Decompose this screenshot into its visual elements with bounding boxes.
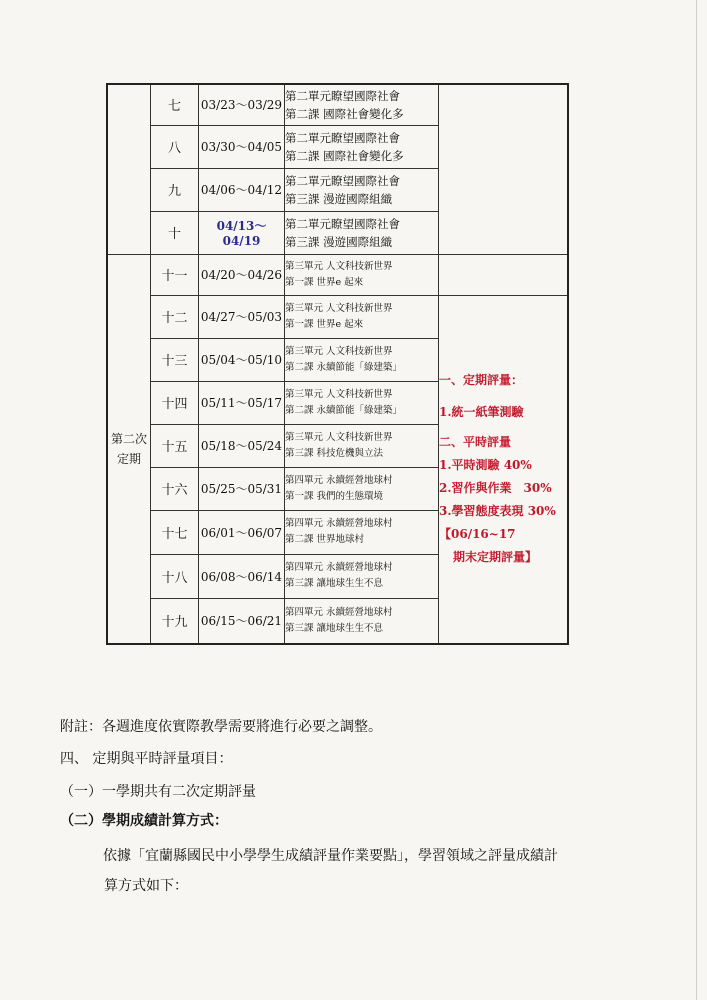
list-item-1: （一）一學期共有二次定期評量 — [60, 784, 256, 800]
unit-line: 第四單元 永續經營地球村 — [285, 606, 393, 618]
date-cell: 05/25～05/31 — [199, 467, 285, 510]
content-cell — [285, 211, 439, 254]
footnote: 附註：各週進度依實際教學需要將進行必要之調整。 — [60, 719, 382, 735]
paragraph-line-1: 依據「宜蘭縣國民中小學學生成績評量作業要點」，學習領域之評量成績計 — [103, 848, 558, 864]
content-cell — [285, 84, 439, 125]
unit-line: 第二單元瞭望國際社會 — [285, 173, 400, 188]
eval-cell-first — [439, 84, 569, 254]
week-cell: 十一 — [151, 254, 199, 295]
period-cell-first — [107, 84, 151, 254]
content-cell — [285, 125, 439, 168]
lesson-line: 第二課 永續節能「綠建築」 — [285, 404, 403, 416]
eval-item-homework: 2.習作與作業 30% — [439, 481, 552, 496]
list-item-2: （二）學期成績計算方式： — [60, 813, 228, 829]
date-cell: 04/27～05/03 — [199, 295, 285, 338]
week-cell: 十八 — [151, 554, 199, 598]
paragraph-line-2: 算方式如下： — [104, 878, 188, 894]
unit-line: 第三單元 人文科技新世界 — [285, 431, 393, 443]
date-cell: 04/20～04/26 — [199, 254, 285, 295]
content-cell — [285, 424, 439, 467]
eval-heading-regular-exam: 一、定期評量： — [439, 373, 524, 388]
eval-item-written-test: 1.統一紙筆測驗 — [439, 405, 524, 420]
date-cell: 03/30～04/05 — [199, 125, 285, 168]
week-cell: 八 — [151, 125, 199, 168]
lesson-line: 第三課 科技危機與立法 — [285, 447, 384, 459]
page-edge — [696, 0, 697, 1000]
lesson-line: 第二課 國際社會變化多 — [285, 106, 404, 121]
content-cell — [285, 295, 439, 338]
lesson-line: 第三課 漫遊國際組織 — [285, 234, 393, 249]
unit-line: 第四單元 永續經營地球村 — [285, 562, 393, 573]
unit-line: 第二單元瞭望國際社會 — [285, 88, 400, 103]
table-row — [107, 84, 568, 125]
period-cell-second — [107, 254, 151, 644]
section-heading: 四、 定期與平時評量項目： — [60, 751, 233, 767]
content-cell — [285, 598, 439, 644]
unit-line: 第三單元 人文科技新世界 — [285, 388, 393, 400]
period-label-line1: 第二次 — [110, 431, 147, 446]
date-cell-highlighted: 04/13～04/19 — [199, 211, 285, 254]
unit-line: 第四單元 永續經營地球村 — [285, 518, 393, 529]
week-cell: 十九 — [151, 598, 199, 644]
date-cell: 04/06～04/12 — [199, 168, 285, 211]
lesson-line: 第一課 世界e 起來 — [285, 276, 364, 288]
lesson-line: 第三課 漫遊國際組織 — [285, 191, 393, 206]
eval-item-attitude: 3.學習態度表現 30% — [439, 504, 556, 519]
date-cell: 03/23～03/29 — [199, 84, 285, 125]
lesson-line: 第二課 永續節能「綠建築」 — [285, 361, 403, 373]
unit-line: 第四單元 永續經營地球村 — [285, 474, 393, 486]
unit-line: 第三單元 人文科技新世界 — [285, 345, 393, 357]
table-row — [107, 254, 568, 295]
content-cell — [285, 381, 439, 424]
content-cell — [285, 254, 439, 295]
content-cell — [285, 510, 439, 554]
week-cell: 七 — [151, 84, 199, 125]
final-exam-label: 期末定期評量】 — [453, 550, 538, 565]
content-cell — [285, 467, 439, 510]
week-cell: 十 — [151, 211, 199, 254]
lesson-line: 第一課 我們的生態環境 — [285, 490, 384, 502]
eval-cell-empty — [439, 254, 569, 295]
week-cell: 十六 — [151, 467, 199, 510]
date-cell: 05/11～05/17 — [199, 381, 285, 424]
date-cell: 06/01～06/07 — [199, 510, 285, 554]
lesson-line: 第二課 國際社會變化多 — [285, 148, 404, 163]
lesson-line: 第三課 讓地球生生不息 — [285, 622, 384, 634]
content-cell — [285, 554, 439, 598]
date-cell: 06/08～06/14 — [199, 554, 285, 598]
week-cell: 十五 — [151, 424, 199, 467]
week-cell: 十二 — [151, 295, 199, 338]
content-cell — [285, 168, 439, 211]
eval-heading-daily: 二、平時評量 — [439, 435, 512, 450]
content-cell — [285, 338, 439, 381]
unit-line: 第二單元瞭望國際社會 — [285, 130, 400, 145]
schedule-table — [106, 83, 569, 645]
unit-line: 第三單元 人文科技新世界 — [285, 302, 393, 314]
lesson-line: 第三課 讓地球生生不息 — [285, 578, 384, 589]
evaluation-cell — [439, 295, 569, 644]
date-cell: 06/15～06/21 — [199, 598, 285, 644]
date-cell: 05/04～05/10 — [199, 338, 285, 381]
eval-item-quiz: 1.平時測驗 40% — [439, 458, 532, 473]
date-cell: 05/18～05/24 — [199, 424, 285, 467]
week-cell: 十四 — [151, 381, 199, 424]
unit-line: 第三單元 人文科技新世界 — [285, 260, 393, 272]
final-exam-date: 【06/16~17 — [439, 527, 516, 542]
table-row — [107, 295, 568, 338]
week-cell: 十三 — [151, 338, 199, 381]
period-label-line2: 定期 — [116, 451, 141, 466]
lesson-line: 第一課 世界e 起來 — [285, 318, 364, 330]
week-cell: 十七 — [151, 510, 199, 554]
lesson-line: 第二課 世界地球村 — [285, 534, 365, 545]
week-cell: 九 — [151, 168, 199, 211]
unit-line: 第二單元瞭望國際社會 — [285, 216, 400, 231]
